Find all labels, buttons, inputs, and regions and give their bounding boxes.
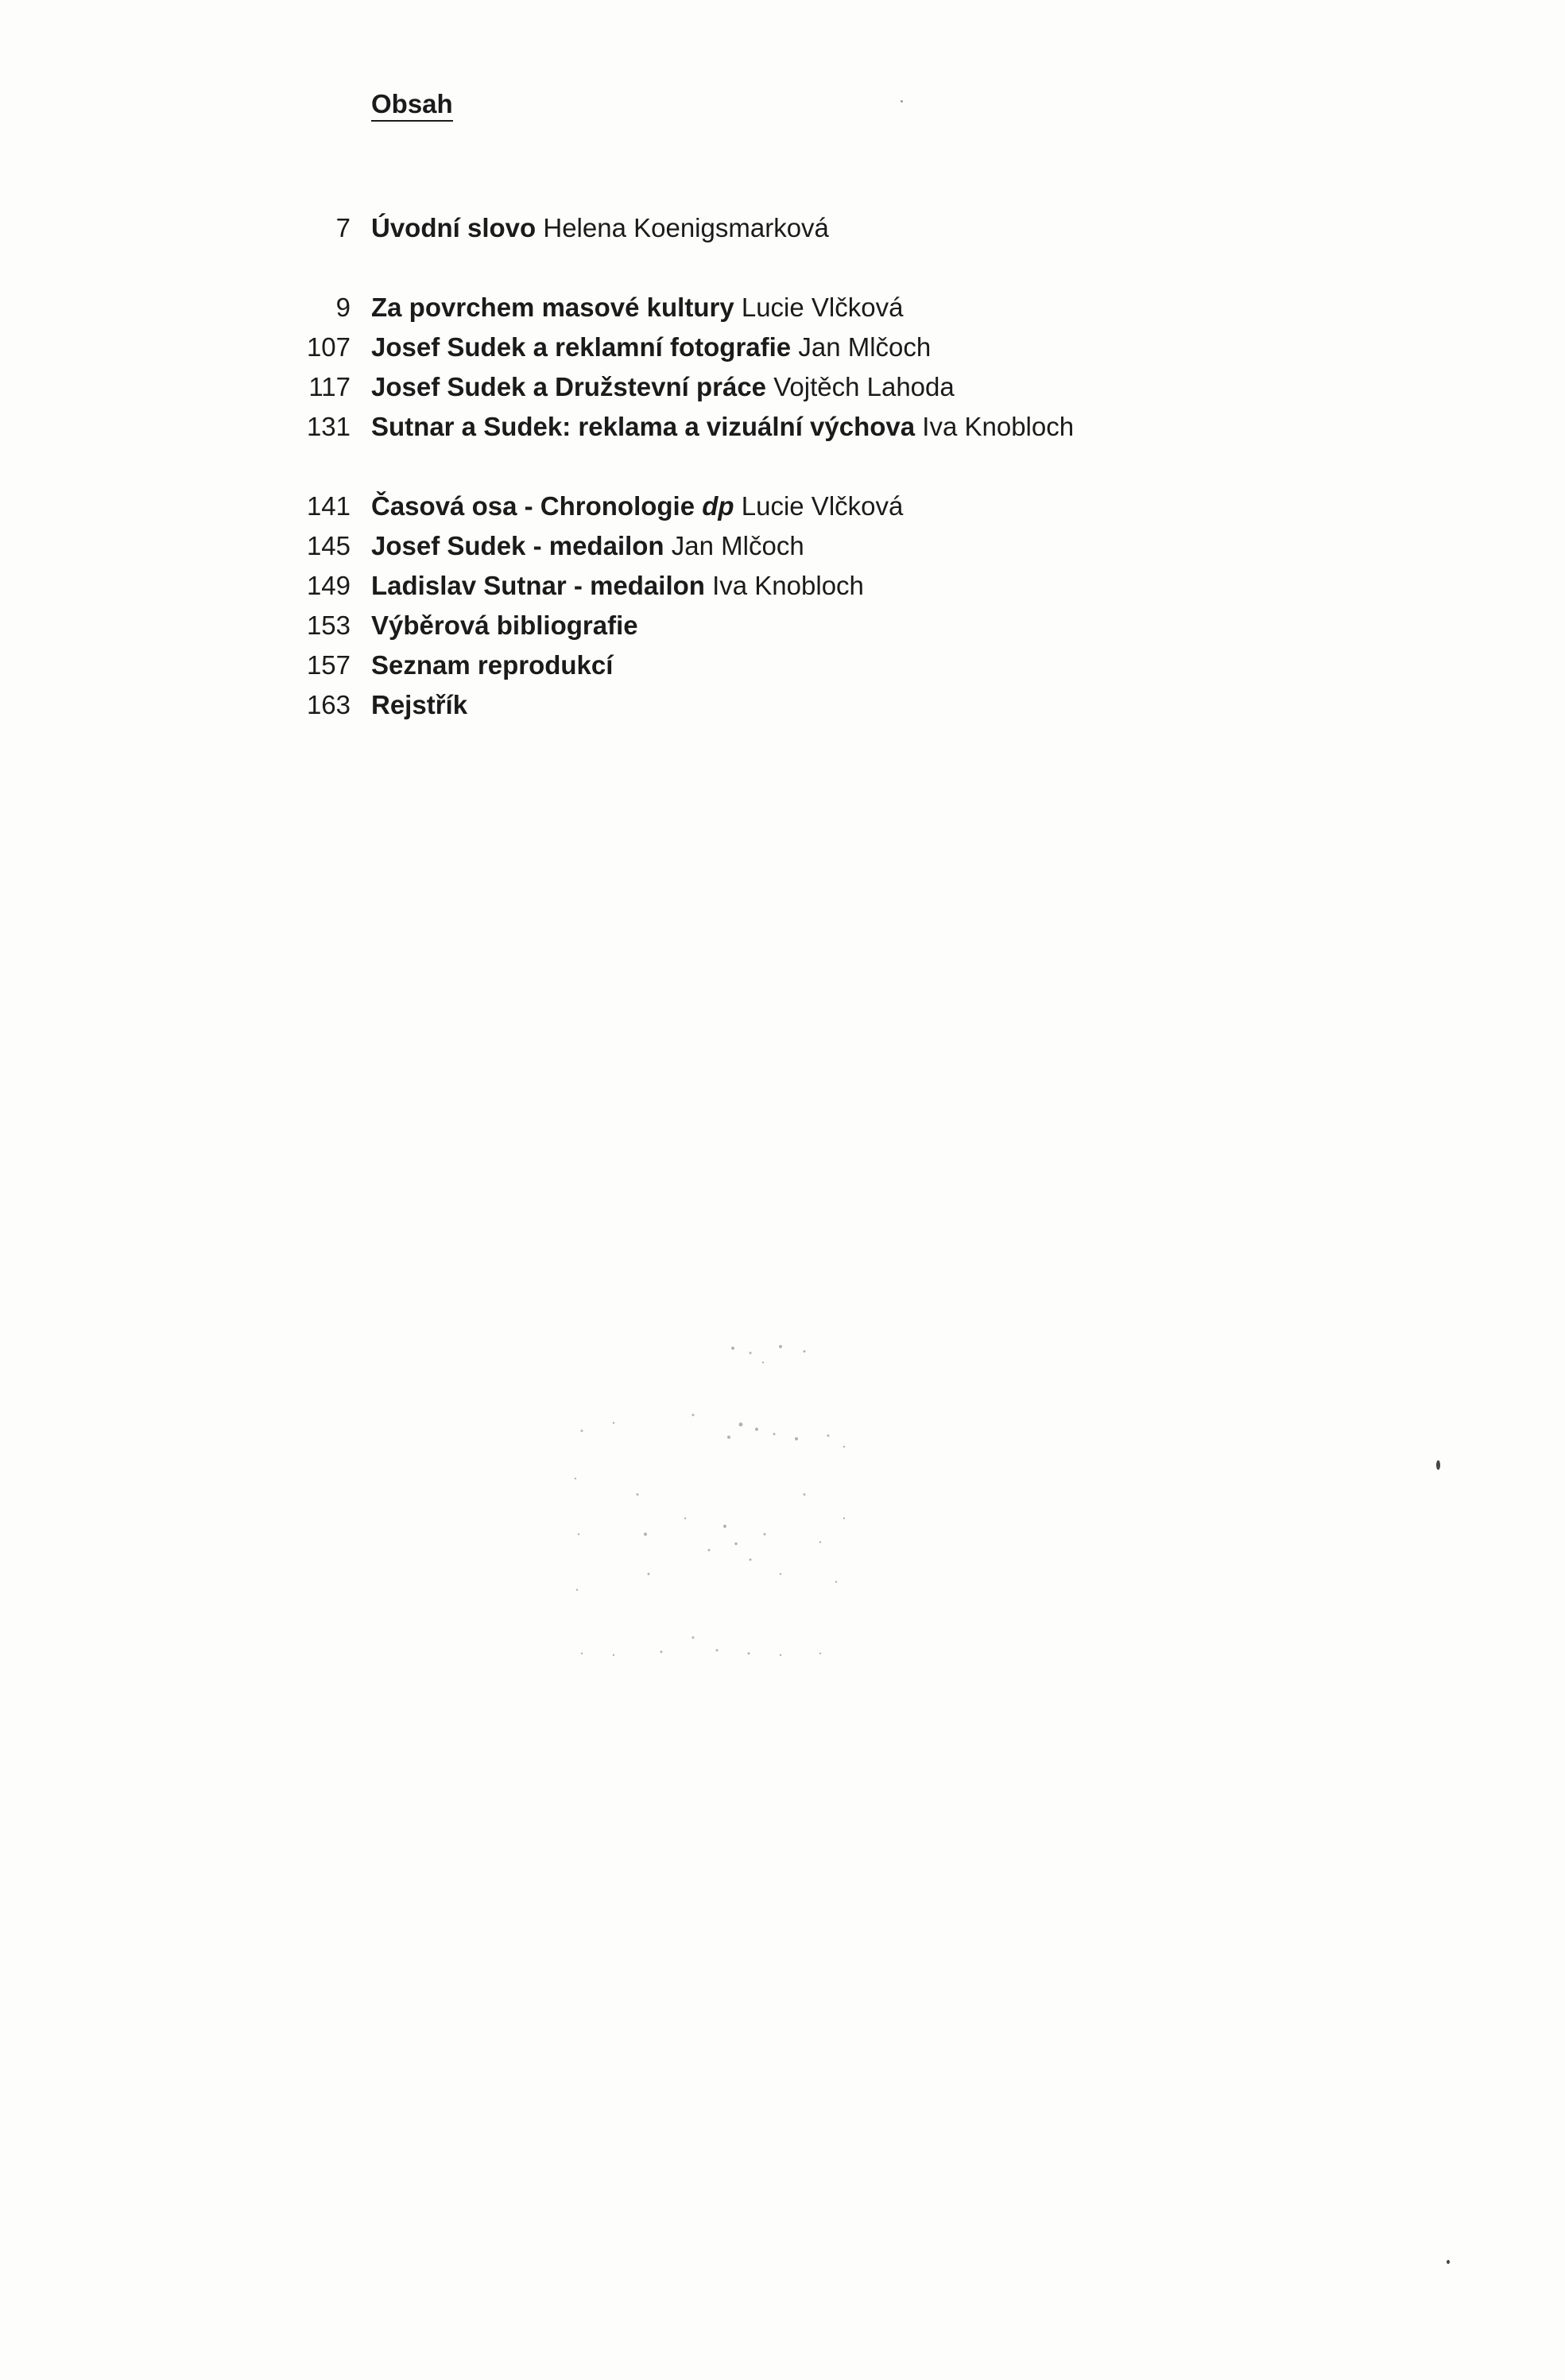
- toc-entry-title: Seznam reprodukcí: [371, 650, 614, 680]
- toc-page-number: 117: [308, 372, 351, 401]
- paper-speck: [901, 100, 903, 103]
- toc-entry[interactable]: [262, 645, 1415, 685]
- toc-page-number: 141: [306, 491, 351, 521]
- toc-entry[interactable]: [262, 367, 1415, 407]
- toc-group: [262, 288, 1415, 447]
- page-title: Obsah: [371, 91, 453, 122]
- toc-entry[interactable]: [262, 685, 1415, 725]
- toc-entry-title: Časová osa - Chronologie: [371, 491, 695, 521]
- toc-page-number: 7: [335, 213, 351, 242]
- toc-entry-title-abbrev: dp: [702, 491, 734, 521]
- toc-entry-title: Josef Sudek a reklamní fotografie: [371, 332, 792, 362]
- toc-page-number: 153: [306, 611, 351, 640]
- toc-group: [262, 486, 1415, 725]
- toc-entry[interactable]: [262, 606, 1415, 645]
- toc-entry-title: Výběrová bibliografie: [371, 611, 638, 640]
- toc-entry-author: Helena Koenigsmarková: [543, 213, 829, 242]
- paper-speck: [1436, 1460, 1440, 1470]
- toc-entry[interactable]: [262, 566, 1415, 606]
- toc-entry[interactable]: [262, 407, 1415, 447]
- paper-speck: [1447, 2260, 1450, 2264]
- toc-entry[interactable]: [262, 208, 1415, 248]
- toc-page-number: 9: [335, 293, 351, 322]
- toc-page-number: 107: [306, 332, 351, 362]
- toc-entry-author: Vojtěch Lahoda: [773, 372, 955, 401]
- toc-page-number: 149: [306, 571, 351, 600]
- toc-entry-title: Josef Sudek a Družstevní práce: [371, 372, 767, 401]
- toc-entry-author: Jan Mlčoch: [798, 332, 932, 362]
- toc-entry[interactable]: [262, 328, 1415, 367]
- toc-entry-author: Jan Mlčoch: [671, 531, 804, 560]
- toc-entry-author: Lucie Vlčková: [741, 491, 904, 521]
- toc-group: [262, 208, 1415, 248]
- toc-entry[interactable]: [262, 526, 1415, 566]
- toc-page-number: 131: [306, 412, 351, 441]
- toc-entry-author: Iva Knobloch: [712, 571, 864, 600]
- toc-entry-title: Za povrchem masové kultury: [371, 293, 734, 322]
- faded-stamp-mark: [566, 1335, 852, 1661]
- toc-entry-title: Josef Sudek - medailon: [371, 531, 664, 560]
- toc-entry[interactable]: [262, 486, 1415, 526]
- toc-page-number: 163: [306, 690, 351, 719]
- toc-page-number: 145: [306, 531, 351, 560]
- toc-entry-title: Úvodní slovo: [371, 213, 537, 242]
- toc-entry-author: Iva Knobloch: [922, 412, 1075, 441]
- toc-entry-title: Ladislav Sutnar - medailon: [371, 571, 705, 600]
- toc-page-number: 157: [306, 650, 351, 680]
- toc-entry-author: Lucie Vlčková: [741, 293, 904, 322]
- toc-entry[interactable]: [262, 288, 1415, 328]
- table-of-contents: [262, 208, 1415, 765]
- toc-entry-title: Rejstřík: [371, 690, 468, 719]
- toc-entry-title: Sutnar a Sudek: reklama a vizuální výchova: [371, 412, 916, 441]
